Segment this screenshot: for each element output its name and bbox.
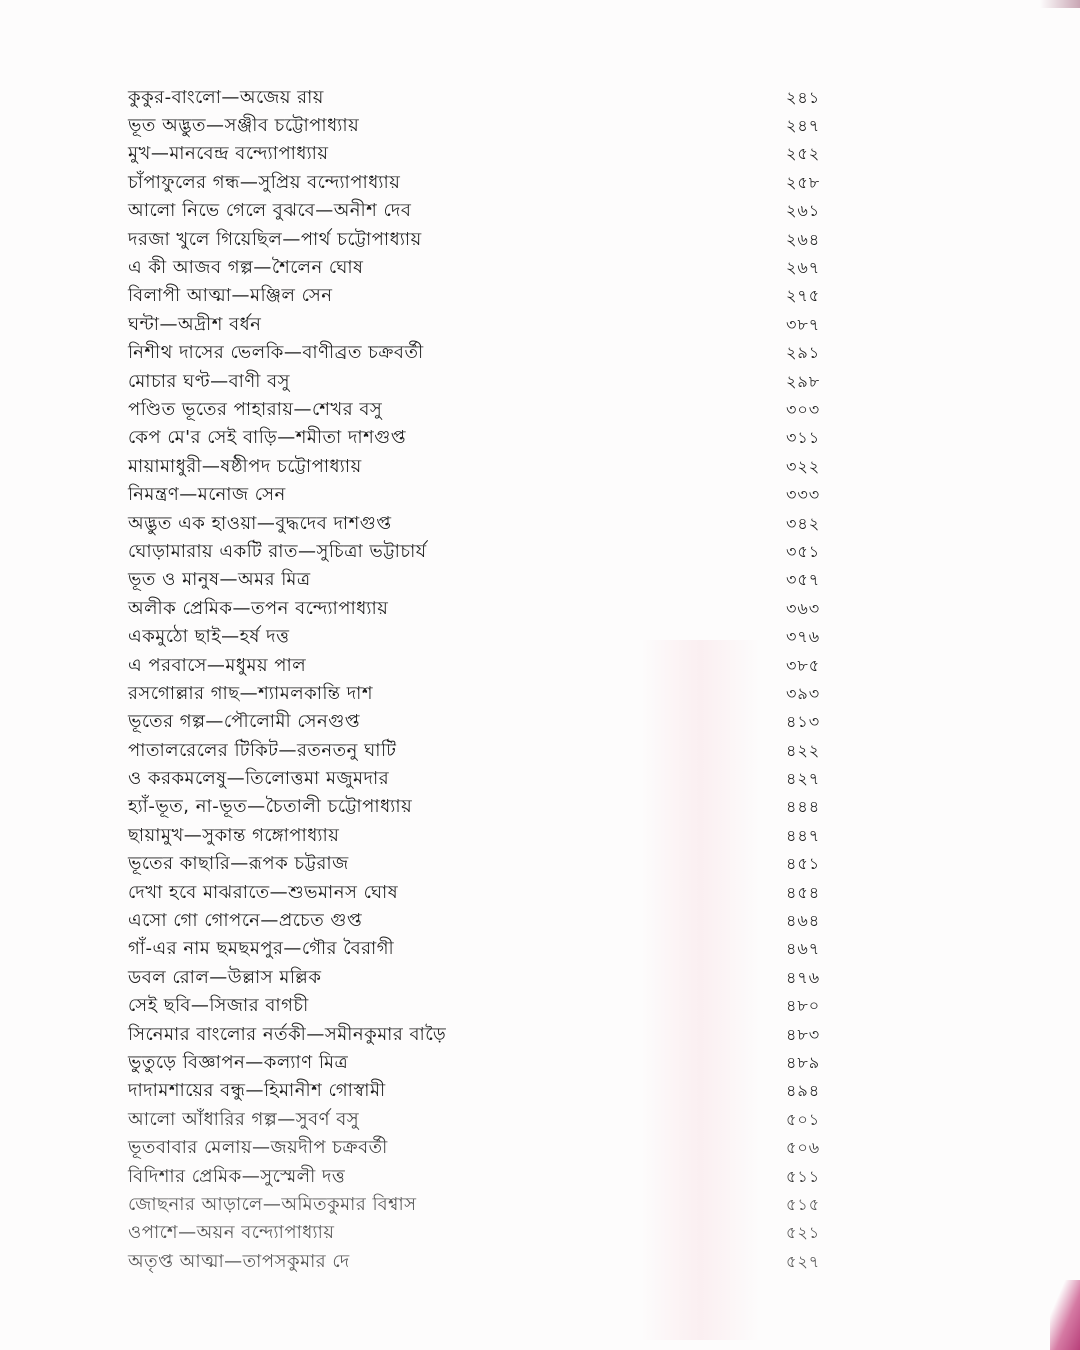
toc-entry-page-number: ৩৩৩ (786, 485, 821, 505)
toc-entry-page-number: ৩১১ (786, 428, 821, 448)
toc-entry-page-number: ৩২২ (786, 456, 821, 476)
toc-entry-title: ভূতের কাছারি—রূপক চট্টরাজ (128, 853, 349, 875)
toc-entry-title: ঘন্টা—অদ্রীশ বর্ধন (128, 313, 262, 335)
toc-entry-title: জোছনার আড়ালে—অমিতকুমার বিশ্বাস (128, 1193, 417, 1215)
toc-entry-page-number: ৫২১ (786, 1223, 821, 1243)
toc-entry (128, 510, 838, 538)
toc-entry (128, 794, 838, 822)
toc-entry-page-number: ২৪৭ (786, 116, 821, 136)
toc-entry (128, 368, 838, 396)
toc-entry-title: ভূতের গল্প—পৌলোমী সেনগুপ্ত (128, 711, 361, 733)
toc-entry-page-number: ৩০৩ (786, 399, 821, 419)
toc-entry-page-number: ২৬৭ (786, 258, 821, 278)
toc-entry-title: ডবল রোল—উল্লাস মল্লিক (128, 966, 322, 988)
toc-entry-title: গাঁ-এর নাম ছমছমপুর—গৌর বৈরাগী (128, 938, 395, 960)
toc-entry (128, 879, 838, 907)
toc-entry-title: পণ্ডিত ভূতের পাহারায়—শেখর বসু (128, 399, 383, 420)
toc-entry-title: আলো আঁধারির গল্প—সুবর্ণ বসু (128, 1108, 360, 1130)
toc-entry (128, 737, 838, 765)
toc-entry-page-number: ২৯৮ (786, 371, 821, 391)
toc-entry (128, 1248, 838, 1276)
toc-entry-title: অলীক প্রেমিক—তপন বন্দ্যোপাধ্যায় (128, 597, 389, 619)
toc-entry (128, 169, 838, 197)
toc-entry-page-number: ৪২২ (786, 740, 821, 760)
toc-entry-page-number: ৫১৫ (786, 1194, 821, 1214)
toc-entry-page-number: ৩৫৭ (786, 570, 821, 590)
toc-entry-title: ভূত অদ্ভুত—সঞ্জীব চট্টোপাধ্যায় (128, 115, 360, 137)
toc-entry-page-number: ৪৬৪ (786, 911, 821, 931)
toc-entry (128, 907, 838, 935)
toc-entry (128, 311, 838, 339)
toc-entry (128, 112, 838, 140)
toc-entry-page-number: ৪৪৭ (786, 825, 821, 845)
toc-entry (128, 765, 838, 793)
toc-entry-title: এ পরবাসে—মধুময় পাল (128, 654, 307, 676)
toc-entry-page-number: ২৫৮ (786, 172, 821, 192)
toc-entry (128, 567, 838, 595)
toc-entry (128, 1134, 838, 1162)
toc-entry-title: আলো নিভে গেলে বুঝবে—অনীশ দেব (128, 200, 412, 222)
toc-entry-title: ছায়ামুখ—সুকান্ত গঙ্গোপাধ্যায় (128, 824, 340, 846)
toc-entry (128, 1049, 838, 1077)
toc-entry (128, 538, 838, 566)
toc-entry-page-number: ৩৮৭ (786, 314, 821, 334)
toc-entry (128, 964, 838, 992)
toc-entry-title: সেই ছবি—সিজার বাগচী (128, 995, 309, 1017)
toc-entry-title: দাদামশায়ের বন্ধু—হিমানীশ গোস্বামী (128, 1080, 386, 1102)
toc-entry (128, 652, 838, 680)
toc-entry-title: ঘোড়ামারায় একটি রাত—সুচিত্রা ভট্টাচার্য (128, 540, 427, 562)
toc-entry (128, 453, 838, 481)
page-edge-mark-bottom (1050, 1280, 1080, 1350)
toc-entry-page-number: ৫০১ (786, 1109, 821, 1129)
toc-entry-title: দরজা খুলে গিয়েছিল—পার্থ চট্টোপাধ্যায় (128, 228, 422, 250)
toc-entry-page-number: ২৫২ (786, 144, 821, 164)
toc-entry-title: মোচার ঘণ্ট—বাণী বসু (128, 370, 291, 392)
toc-entry-page-number: ৩৬৩ (786, 598, 821, 618)
toc-entry-page-number: ৫০৬ (786, 1138, 821, 1158)
toc-entry-page-number: ২৪১ (786, 87, 821, 107)
toc-entry (128, 481, 838, 509)
toc-entry (128, 595, 838, 623)
toc-entry-title: মায়ামাধুরী—ষষ্ঠীপদ চট্টোপাধ্যায় (128, 455, 362, 477)
toc-entry-page-number: ৩৫১ (786, 541, 821, 561)
toc-entry-title: দেখা হবে মাঝরাতে—শুভমানস ঘোষ (128, 881, 399, 903)
toc-entry (128, 425, 838, 453)
toc-entry-title: এসো গো গোপনে—প্রচেত গুপ্ত (128, 910, 363, 932)
toc-entry-title: ও করকমলেষু—তিলোত্তমা মজুমদার (128, 768, 390, 790)
toc-entry-page-number: ৩৮৫ (786, 655, 821, 675)
page-edge-mark (1040, 0, 1080, 8)
toc-entry-page-number: ৪৮০ (786, 996, 821, 1016)
toc-entry-title: রসগোল্লার গাছ—শ্যামলকান্তি দাশ (128, 682, 374, 704)
toc-entry (128, 1163, 838, 1191)
toc-entry-title: সিনেমার বাংলোর নর্তকী—সমীনকুমার বাড়ৈ (128, 1023, 447, 1045)
toc-entry-title: বিলাপী আত্মা—মঞ্জিল সেন (128, 285, 333, 307)
toc-entry (128, 1078, 838, 1106)
toc-entry (128, 1106, 838, 1134)
toc-entry-page-number: ৫২৭ (786, 1251, 821, 1271)
toc-entry-page-number: ৪৪৪ (786, 797, 821, 817)
table-of-contents (128, 84, 838, 1276)
toc-entry-page-number: ৪৭৬ (786, 967, 821, 987)
toc-entry (128, 283, 838, 311)
toc-entry (128, 226, 838, 254)
toc-entry-page-number: ২৬৪ (786, 229, 821, 249)
toc-entry-page-number: ৪৮৯ (786, 1052, 821, 1072)
toc-entry (128, 822, 838, 850)
toc-entry (128, 141, 838, 169)
toc-entry (128, 396, 838, 424)
toc-entry-page-number: ৪৫১ (786, 854, 821, 874)
toc-entry-title: বিদিশার প্রেমিক—সুস্মেলী দত্ত (128, 1165, 346, 1187)
toc-entry-page-number: ৪২৭ (786, 769, 821, 789)
toc-entry-title: হ্যাঁ-ভূত, না-ভূত—চৈতালী চট্টোপাধ্যায় (128, 796, 413, 818)
toc-entry (128, 709, 838, 737)
toc-entry-page-number: ৪৫৪ (786, 882, 821, 902)
toc-entry-page-number: ৩৭৬ (786, 627, 821, 647)
toc-entry-title: অতৃপ্ত আত্মা—তাপসকুমার দে (128, 1250, 350, 1272)
toc-entry-page-number: ৪৮৩ (786, 1024, 821, 1044)
toc-entry-title: চাঁপাফুলের গন্ধ—সুপ্রিয় বন্দ্যোপাধ্যায় (128, 171, 401, 193)
toc-entry-title: মুখ—মানবেন্দ্র বন্দ্যোপাধ্যায় (128, 143, 329, 165)
toc-entry-title: ওপাশে—অয়ন বন্দ্যোপাধ্যায় (128, 1222, 335, 1244)
toc-entry-page-number: ৪১৩ (786, 712, 821, 732)
toc-entry-page-number: ২৯১ (786, 343, 821, 363)
toc-entry-title: নিশীথ দাসের ভেলকি—বাণীব্রত চক্রবর্তী (128, 342, 424, 364)
toc-entry (128, 1191, 838, 1219)
toc-entry-page-number: ৪৯৪ (786, 1081, 821, 1101)
toc-entry (128, 340, 838, 368)
toc-entry (128, 993, 838, 1021)
toc-entry-title: অদ্ভুত এক হাওয়া—বুদ্ধদেব দাশগুপ্ত (128, 512, 392, 534)
toc-entry-title: কুকুর-বাংলো—অজেয় রায় (128, 86, 324, 108)
toc-entry-page-number: ৪৬৭ (786, 939, 821, 959)
toc-entry-title: ভূত ও মানুষ—অমর মিত্র (128, 569, 311, 591)
toc-entry (128, 851, 838, 879)
toc-entry-title: পাতালরেলের টিকিট—রতনতনু ঘাটি (128, 739, 397, 761)
toc-entry-title: কেপ মে'র সেই বাড়ি—শমীতা দাশগুপ্ত (128, 427, 407, 449)
toc-entry-title: ভূতবাবার মেলায়—জয়দীপ চক্রবর্তী (128, 1137, 388, 1159)
toc-entry (128, 623, 838, 651)
toc-entry-page-number: ২৬১ (786, 201, 821, 221)
toc-entry-page-number: ৩৯৩ (786, 683, 821, 703)
toc-entry (128, 936, 838, 964)
toc-entry-title: নিমন্ত্রণ—মনোজ সেন (128, 484, 286, 506)
toc-entry (128, 198, 838, 226)
toc-entry (128, 680, 838, 708)
toc-entry-title: এ কী আজব গল্প—শৈলেন ঘোষ (128, 257, 364, 279)
toc-entry-title: ভুতুড়ে বিজ্ঞাপন—কল্যাণ মিত্র (128, 1051, 349, 1073)
toc-entry-page-number: ৩৪২ (786, 513, 821, 533)
toc-entry (128, 1220, 838, 1248)
toc-entry-page-number: ৫১১ (786, 1166, 821, 1186)
toc-entry (128, 254, 838, 282)
toc-entry (128, 1021, 838, 1049)
toc-entry-title: একমুঠো ছাই—হর্ষ দত্ত (128, 626, 290, 648)
toc-entry-page-number: ২৭৫ (786, 286, 821, 306)
toc-entry (128, 84, 838, 112)
